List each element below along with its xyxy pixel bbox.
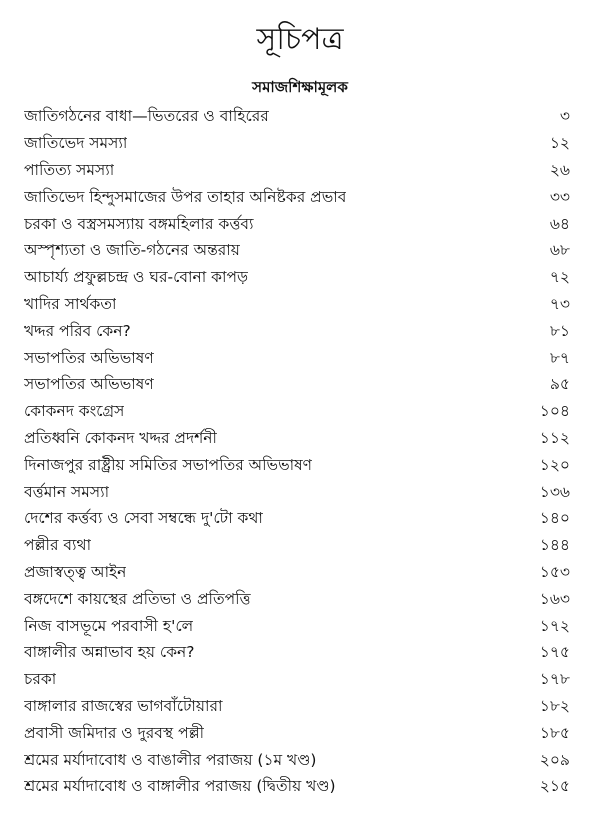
toc-entry-title: প্রতিধ্বনি কোকনদ খদ্দর প্রদর্শনী xyxy=(24,428,217,447)
section-heading: সমাজশিক্ষামূলক xyxy=(252,78,348,96)
toc-entry-title: চরকা xyxy=(24,670,57,689)
toc-entry-title: বাঙ্গালার রাজস্বের ভাগবাঁটোয়ারা xyxy=(24,696,223,715)
toc-entry xyxy=(24,506,570,533)
toc-entry-page-number: ১৪০ xyxy=(539,509,570,528)
table-of-contents xyxy=(24,104,570,801)
toc-entry-title: কোকনদ কংগ্রেস xyxy=(24,402,125,421)
toc-entry-title: জাতিভেদ সমস্যা xyxy=(24,134,128,153)
toc-entry-page-number: ১৩৬ xyxy=(539,482,570,501)
toc-entry-page-number: ১১২ xyxy=(539,428,570,447)
toc-entry-page-number: ১২ xyxy=(549,134,570,153)
toc-entry xyxy=(24,640,570,667)
toc-entry-page-number: ৩ xyxy=(559,107,570,126)
toc-entry xyxy=(24,560,570,587)
toc-entry-title: প্রবাসী জমিদার ও দুরবস্থ পল্লী xyxy=(24,723,205,742)
toc-entry-page-number: ২১৫ xyxy=(539,777,570,796)
toc-entry-page-number: ৬৪ xyxy=(549,214,570,233)
toc-entry-page-number: ১৫৩ xyxy=(539,562,570,581)
toc-entry-page-number: ১৪৪ xyxy=(539,536,570,555)
toc-entry-title: পাতিত্য সমস্যা xyxy=(24,160,115,179)
toc-entry xyxy=(24,774,570,801)
toc-entry xyxy=(24,426,570,453)
toc-entry-page-number: ১০৪ xyxy=(539,402,570,421)
toc-entry-title: চরকা ও বস্ত্রসমস্যায় বঙ্গমহিলার কর্ত্তব্য xyxy=(24,214,254,233)
toc-entry-page-number: ২৬ xyxy=(549,160,570,179)
toc-entry-page-number: ৮৭ xyxy=(549,348,570,367)
toc-entry-page-number: ৭২ xyxy=(549,268,570,287)
toc-entry-title: নিজ বাসভূমে পরবাসী হ'লে xyxy=(24,616,194,635)
toc-entry-title: সভাপতির অভিভাষণ xyxy=(24,375,154,394)
toc-entry xyxy=(24,104,570,131)
toc-entry xyxy=(24,667,570,694)
toc-entry-title: জাতিগঠনের বাধা—ভিতরের ও বাহিরের xyxy=(24,107,269,126)
toc-entry-title: বর্ত্তমান সমস্যা xyxy=(24,482,110,501)
toc-entry-title: খাদির সার্থকতা xyxy=(24,294,117,313)
toc-entry-page-number: ১৮২ xyxy=(539,696,570,715)
toc-entry xyxy=(24,747,570,774)
toc-entry xyxy=(24,345,570,372)
toc-entry xyxy=(24,479,570,506)
toc-entry-title: খদ্দর পরিব কেন? xyxy=(24,321,131,340)
toc-entry-title: আচার্য্য প্রফুল্লচন্দ্র ও ঘর-বোনা কাপড় xyxy=(24,268,249,287)
toc-entry-title: শ্রমের মর্যাদাবোধ ও বাঙালীর পরাজয় (১ম খণ্ড) xyxy=(24,750,317,769)
toc-entry xyxy=(24,613,570,640)
toc-entry xyxy=(24,158,570,185)
toc-entry-title: সভাপতির অভিভাষণ xyxy=(24,348,154,367)
toc-entry xyxy=(24,131,570,158)
toc-entry-page-number: ১৮৫ xyxy=(539,723,570,742)
toc-entry xyxy=(24,238,570,265)
toc-entry xyxy=(24,452,570,479)
toc-entry xyxy=(24,184,570,211)
toc-entry-page-number: ২০৯ xyxy=(539,750,570,769)
toc-entry xyxy=(24,533,570,560)
toc-entry-page-number: ১৬৩ xyxy=(539,589,570,608)
toc-entry-title: অস্পৃশ্যতা ও জাতি-গঠনের অন্তরায় xyxy=(24,241,240,260)
toc-entry-title: প্রজাস্বত্ত্ব আইন xyxy=(24,562,127,581)
toc-entry xyxy=(24,372,570,399)
toc-entry-page-number: ৯৫ xyxy=(549,375,570,394)
toc-entry-title: দিনাজপুর রাষ্ট্রীয় সমিতির সভাপতির অভিভাষণ xyxy=(24,455,313,474)
toc-entry-title: পল্লীর ব্যথা xyxy=(24,536,92,555)
toc-entry xyxy=(24,720,570,747)
toc-entry-title: দেশের কর্ত্তব্য ও সেবা সম্বন্ধে দু'টো কথা xyxy=(24,509,263,528)
toc-entry xyxy=(24,694,570,721)
toc-entry-title: শ্রমের মর্যাদাবোধ ও বাঙ্গালীর পরাজয় (দ্বিতীয় খণ্ড) xyxy=(24,777,336,796)
toc-entry-title: বঙ্গদেশে কায়স্থের প্রতিভা ও প্রতিপত্তি xyxy=(24,589,251,608)
toc-entry xyxy=(24,265,570,292)
toc-entry-page-number: ১৭৮ xyxy=(539,670,570,689)
toc-entry-page-number: ৩৩ xyxy=(549,187,570,206)
toc-entry-title: জাতিভেদ হিন্দুসমাজের উপর তাহার অনিষ্টকর প্রভাব xyxy=(24,187,347,206)
toc-entry-page-number: ১৭৫ xyxy=(539,643,570,662)
toc-entry xyxy=(24,586,570,613)
toc-entry-page-number: ১২০ xyxy=(539,455,570,474)
toc-entry xyxy=(24,399,570,426)
toc-entry-page-number: ৭৩ xyxy=(549,294,570,313)
toc-entry-page-number: ১৭২ xyxy=(539,616,570,635)
page-title: সূচিপত্র xyxy=(256,22,344,57)
toc-entry xyxy=(24,211,570,238)
toc-entry-title: বাঙ্গালীর অন্নাভাব হয় কেন? xyxy=(24,643,195,662)
toc-entry xyxy=(24,292,570,319)
toc-entry-page-number: ৮১ xyxy=(549,321,570,340)
toc-entry-page-number: ৬৮ xyxy=(549,241,570,260)
toc-entry xyxy=(24,318,570,345)
